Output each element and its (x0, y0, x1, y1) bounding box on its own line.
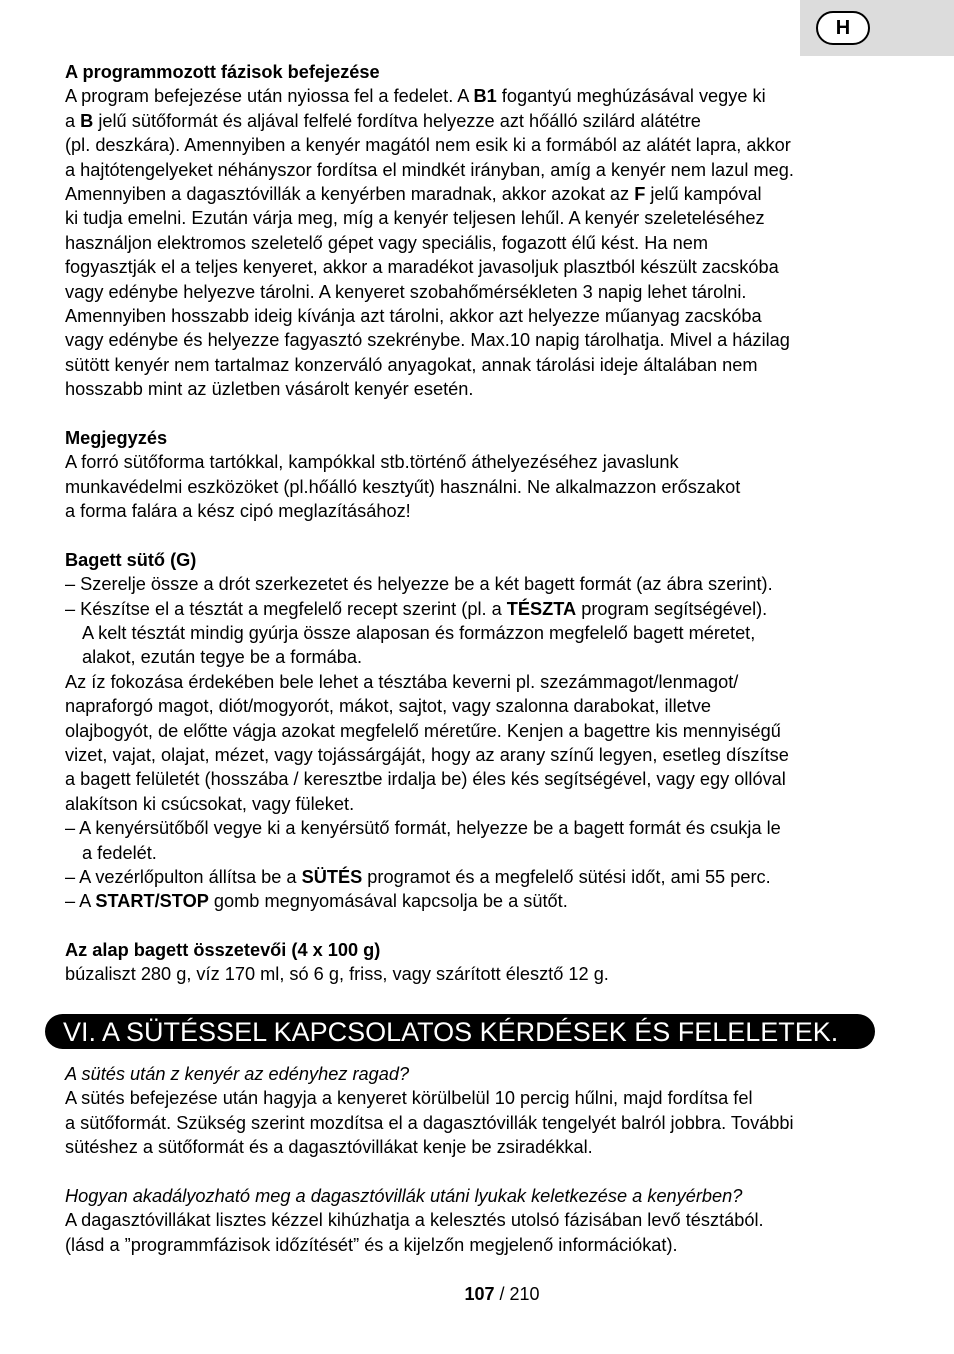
text-span: – Szerelje össze a drót szerkezetet és helyezze be a két bagett formát (az ábra szerint). (65, 574, 773, 595)
page-footer (0, 1284, 954, 1305)
text-line (65, 719, 945, 743)
text-line (65, 597, 945, 621)
text-span: – A (65, 891, 96, 912)
text-span: Amennyiben hosszabb ideig kívánja azt tárolni, akkor azt helyezze műanyag zacskóba (65, 305, 762, 326)
text-span: alakítson ki csúcsokat, vagy füleket. (65, 793, 355, 814)
text-line (65, 962, 945, 986)
text-line (65, 743, 945, 767)
section-body-note (65, 450, 945, 523)
text-span: A program befejezése után nyiossa fel a fedelet. A (65, 86, 474, 107)
text-line (65, 645, 945, 669)
text-span: programot és a megfelelő sütési időt, ami 55 perc. (362, 866, 771, 887)
text-line (65, 133, 945, 157)
text-line (65, 865, 945, 889)
faq-section (65, 1062, 945, 1257)
text-span: fogantyú meghúzásával vegye ki (496, 86, 766, 107)
text-span: – Készítse el a tésztát a megfelelő recept szerint (pl. a (65, 598, 507, 619)
language-badge: H (816, 11, 870, 45)
text-span: búzaliszt 280 g, víz 170 ml, só 6 g, friss, vagy szárított élesztő 12 g. (65, 964, 609, 985)
text-span: olajbogyót, de előtte vágja azokat megfelelő méretűre. Kenjen a bagettre kis mennyiségű (65, 720, 781, 741)
bold-text: SÜTÉS (301, 866, 363, 887)
text-line (65, 475, 945, 499)
text-span: vagy edénybe és helyezze fagyasztó szekrénybe. Max.10 napig tárolhatja. Mivel a házilag (65, 330, 790, 351)
faq-answer-line: A dagasztóvillákat lisztes kézzel kihúzhatja a kelesztés utolsó fázisában levő tésztából. (65, 1210, 764, 1231)
text-line (65, 280, 945, 304)
text-line (65, 158, 945, 182)
bold-text: TÉSZTA (506, 598, 577, 619)
text-span: jelű sütőformát és aljával felfelé fordítva helyezze azt hőálló szilárd alátétre (93, 110, 701, 131)
text-span: Amennyiben a dagasztóvillák a kenyérben maradnak, akkor azokat az (65, 183, 635, 204)
section-heading-program-end: A programmozott fázisok befejezése (65, 62, 380, 82)
text-span: hosszabb mint az üzletben vásárolt kenyér esetén. (65, 379, 474, 400)
text-line (65, 206, 945, 230)
text-line (65, 499, 945, 523)
section-body-ingredients (65, 962, 945, 986)
section-heading-baguette: Bagett sütő (G) (65, 549, 197, 570)
text-span: – A kenyérsütőből vegye ki a kenyérsütő formát, helyezze be a bagett formát és csukja le (65, 818, 781, 839)
text-span: sütött kenyér nem tartalmaz konzerváló anyagokat, annak tárolási ideje általában nem (65, 354, 758, 375)
text-span: munkavédelmi eszközöket (pl.hőálló kesztyűt) használni. Ne alkalmazzon erőszakot (65, 476, 741, 497)
text-span: napraforgó magot, diót/mogyorót, mákot, sajtot, vagy szalonna darabokat, illetve (65, 696, 712, 717)
text-line (65, 328, 945, 352)
text-span: A forró sütőforma tartókkal, kampókkal stb.történő áthelyezéséhez javaslunk (65, 452, 679, 473)
text-line (65, 670, 945, 694)
text-line (65, 377, 945, 401)
text-span: vizet, vajat, olajat, mézet, vagy tojássárgáját, hogy az arany színű legyen, esetleg díszítse (65, 744, 789, 765)
section-heading-note: Megjegyzés (65, 427, 168, 448)
text-span: a hajtótengelyeket néhányszor fordítsa el mindkét irányban, amíg a kenyér nem lazul meg. (65, 159, 794, 180)
main-content (65, 60, 945, 987)
text-line (65, 450, 945, 474)
text-span: program segítségével). (576, 598, 768, 619)
text-span: a forma falára a kész cipó meglazításához! (65, 501, 411, 522)
text-span: A kelt tésztát mindig gyúrja össze alaposan és formázzon megfelelő bagett méretet, (82, 622, 756, 643)
text-line (65, 182, 945, 206)
text-span: (pl. deszkára). Amennyiben a kenyér magától nem esik ki a formából az alátét lapra, akkor (65, 135, 791, 156)
faq-answer-line: (lásd a ”programmfázisok időzítését” és a kijelzőn megjelenő információkat). (65, 1234, 678, 1255)
text-span: alakot, ezután tegye be a formába. (82, 647, 363, 668)
text-line (65, 889, 945, 913)
faq-question: Hogyan akadályozható meg a dagasztóvillák utáni lyukak keletkezése a kenyérben? (65, 1185, 743, 1206)
text-line (65, 767, 945, 791)
faq-answer-line: a sütőformát. Szükség szerint mozdítsa el a dagasztóvillák tengelyét balról jobbra. További (65, 1112, 794, 1133)
bold-text: F (634, 183, 646, 204)
text-span: Az íz fokozása érdekében bele lehet a tésztába keverni pl. szezámmagot/lenmagot/ (65, 671, 739, 692)
page-separator: / (494, 1284, 510, 1304)
faq-question: A sütés után z kenyér az edényhez ragad? (65, 1064, 410, 1084)
text-span: jelű kampóval (645, 183, 762, 204)
text-line (65, 255, 945, 279)
text-line (65, 304, 945, 328)
section-heading-ingredients: Az alap bagett összetevői (4 x 100 g) (65, 940, 381, 961)
text-line (65, 694, 945, 718)
text-line (65, 572, 945, 596)
text-span: a (65, 110, 81, 131)
section-body-baguette (65, 572, 945, 913)
text-span: – A vezérlőpulton állítsa be a (65, 866, 302, 887)
text-line (65, 231, 945, 255)
page-number: 107 (464, 1284, 495, 1304)
bold-text: START/STOP (95, 891, 209, 912)
text-line (65, 792, 945, 816)
text-line (65, 621, 945, 645)
language-tab (800, 0, 954, 56)
text-span: gomb megnyomásával kapcsolja be a sütőt. (208, 891, 568, 912)
page-total: 210 (509, 1284, 540, 1304)
text-line (65, 353, 945, 377)
bold-text: B (80, 110, 94, 131)
text-span: ki tudja emelni. Ezután várja meg, míg a kenyér teljesen lehűl. A kenyér szeleteléséhez (65, 208, 765, 229)
text-line (65, 841, 945, 865)
bold-text: B1 (473, 86, 497, 107)
text-span: használjon elektromos szeletelő gépet vagy speciális, fogazott élű kést. Ha nem (65, 232, 708, 253)
text-line (65, 84, 945, 108)
chapter-banner: VI. A SÜTÉSSEL KAPCSOLATOS KÉRDÉSEK ÉS FELELETEK. (45, 1014, 875, 1049)
faq-answer-line: sütéshez a sütőformát és a dagasztóvillákat kenje be zsiradékkal. (65, 1137, 593, 1158)
text-span: a bagett felületét (hosszába / keresztbe irdalja be) éles kés segítségével, vagy egy ollóval (65, 769, 786, 790)
text-line (65, 109, 945, 133)
text-span: fogyasztják el a teljes kenyeret, akkor a maradékot javasoljuk plasztból készült zacskóba (65, 257, 779, 278)
text-line (65, 816, 945, 840)
text-span: vagy edénybe helyezve tárolni. A kenyeret szobahőmérsékleten 3 napig lehet tárolni. (65, 281, 747, 302)
faq-answer-line: A sütés befejezése után hagyja a kenyeret körülbelül 10 percig hűlni, majd fordítsa fel (65, 1088, 753, 1109)
section-body-program-end (65, 84, 945, 401)
text-span: a fedelét. (82, 842, 157, 863)
